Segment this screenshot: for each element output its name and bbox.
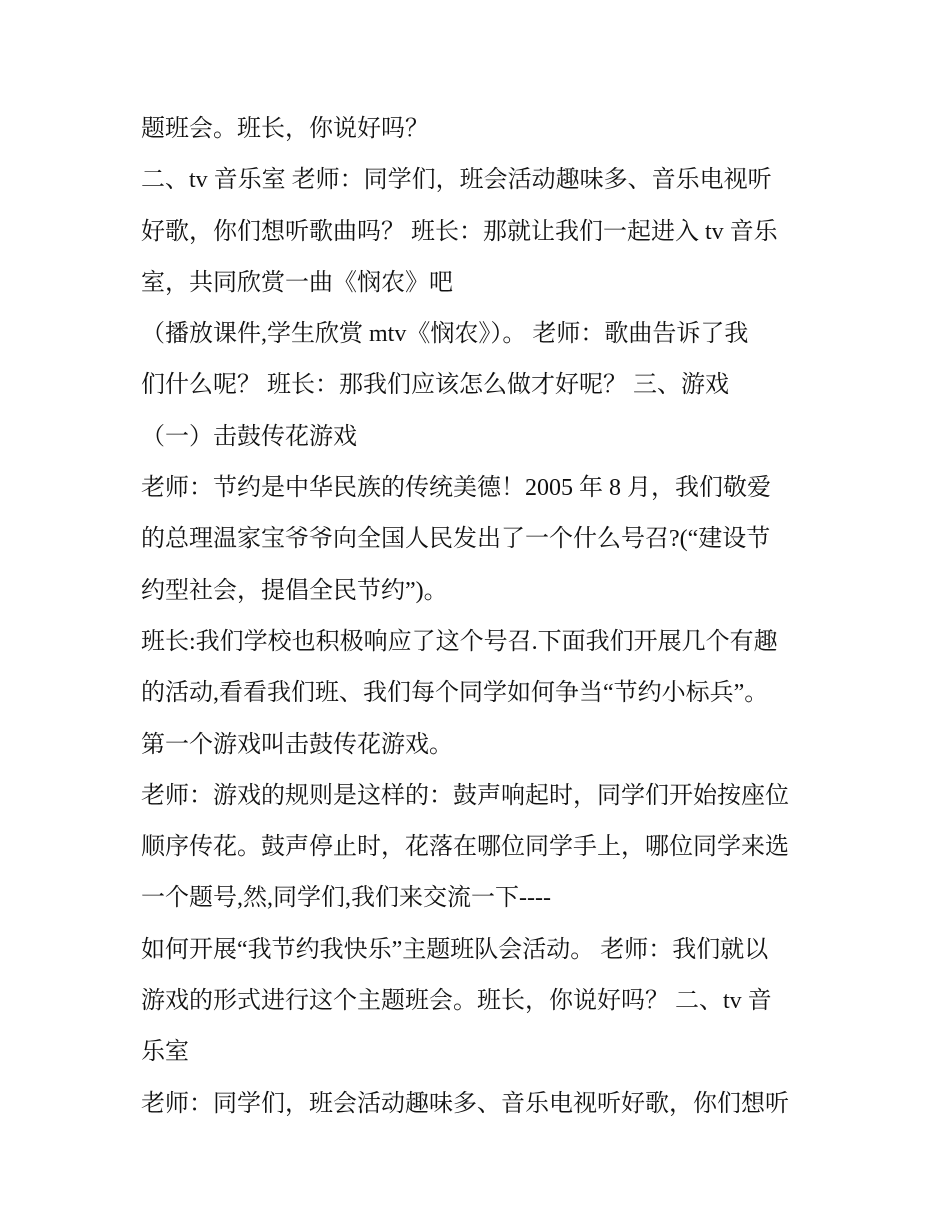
text-line: 老师：同学们，班会活动趣味多、音乐电视听好歌，你们想听: [141, 1090, 789, 1117]
text-line: 老师：节约是中华民族的传统美德！2005 年 8 月，我们敬爱: [141, 475, 771, 502]
text-line: 的总理温家宝爷爷向全国人民发出了一个什么号召?(“建设节: [141, 526, 771, 553]
text-line: （播放课件,学生欣赏 mtv《悯农》）。 老师：歌曲告诉了我: [141, 321, 749, 348]
text-line: 老师：游戏的规则是这样的：鼓声响起时，同学们开始按座位: [141, 782, 789, 809]
text-line: 好歌，你们想听歌曲吗？ 班长：那就让我们一起进入 tv 音乐: [141, 218, 778, 245]
text-line: 们什么呢？ 班长：那我们应该怎么做才好呢？ 三、游戏: [141, 372, 729, 399]
text-line: 班长:我们学校也积极响应了这个号召.下面我们开展几个有趣: [141, 628, 778, 655]
text-line: 如何开展“我节约我快乐”主题班队会活动。 老师：我们就以: [141, 936, 769, 963]
body-text: [141, 104, 841, 1130]
text-line: 乐室: [141, 1039, 189, 1066]
text-line: （一）击鼓传花游戏: [141, 423, 357, 450]
text-line: 室，共同欣赏一曲《悯农》吧: [141, 269, 453, 296]
text-line: 第一个游戏叫击鼓传花游戏。: [141, 731, 453, 758]
text-line: 二、tv 音乐室 老师：同学们，班会活动趣味多、音乐电视听: [141, 167, 772, 194]
text-line: 的活动,看看我们班、我们每个同学如何争当“节约小标兵”。: [141, 680, 769, 707]
text-line: 题班会。班长，你说好吗？: [141, 116, 429, 142]
text-line: 一个题号,然,同学们,我们来交流一下----: [141, 885, 551, 912]
text-line: 游戏的形式进行这个主题班会。班长，你说好吗？ 二、tv 音: [141, 988, 772, 1015]
text-line: 顺序传花。鼓声停止时，花落在哪位同学手上，哪位同学来选: [141, 834, 789, 861]
text-line: 约型社会，提倡全民节约”)。: [141, 577, 448, 604]
